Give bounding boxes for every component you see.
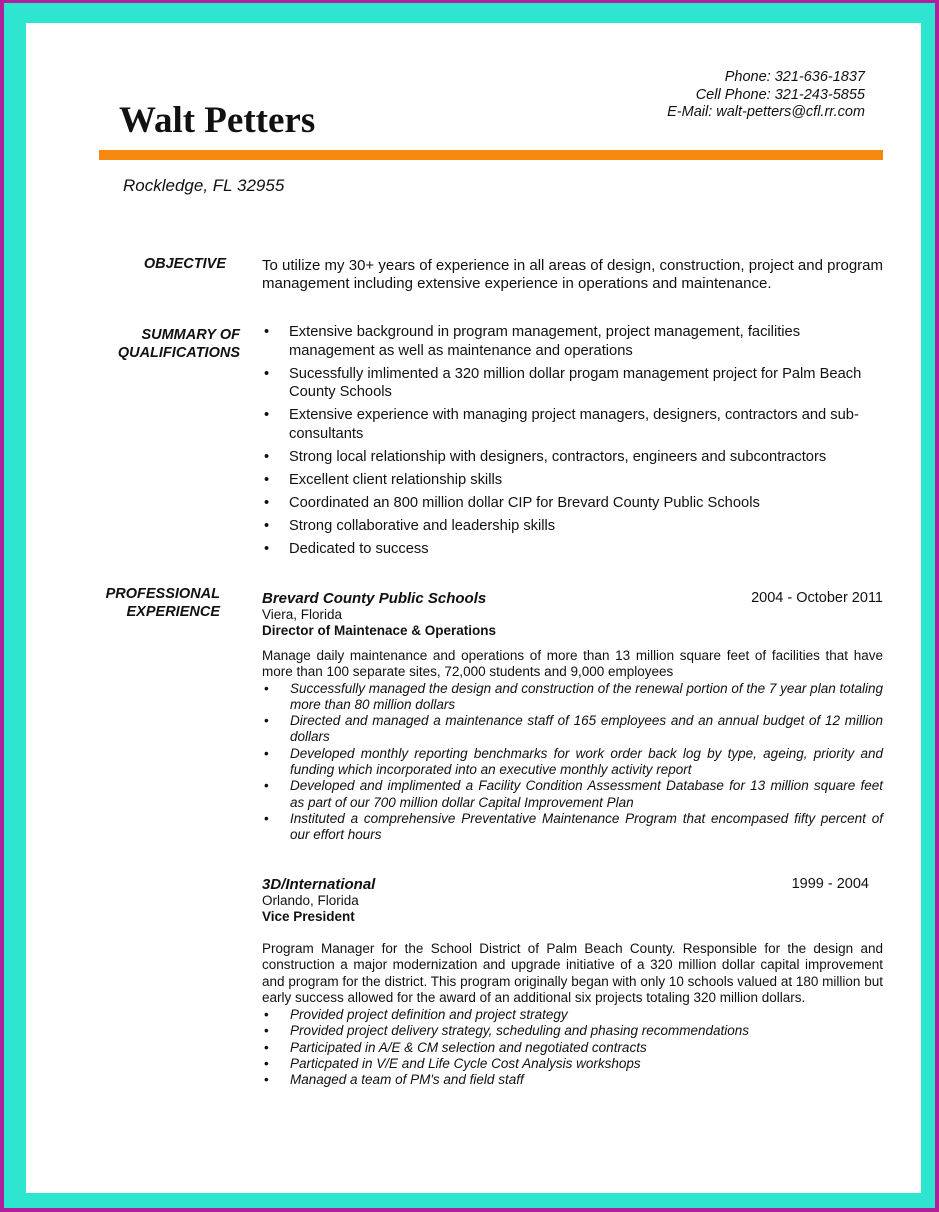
job-company: Brevard County Public Schools [262,590,487,607]
contact-block [667,69,865,122]
objective-text: To utilize my 30+ years of experience in all areas of design, construction, project and program management including extensive experience in operations and maintenance. [262,257,883,292]
list-item: • Developed and implimented a Facility Condition Assessment Database for 13 million square feet as part of our 700 million dollar Capital Improvement Plan [262,778,883,811]
list-item: • Sucessfully imlimented a 320 million dollar progam management project for Palm Beach County Schools [262,365,883,402]
email-line: E-Mail: walt-petters@cfl.rr.com [667,104,865,120]
header-divider [99,150,883,160]
list-item: • Developed monthly reporting benchmarks for work order back log by type, ageing, priority and funding which incorporated into an executive monthly activity report [262,746,883,779]
phone-line: Phone: 321-636-1837 [724,69,865,85]
list-item: • Extensive experience with managing project managers, designers, contractors and sub-consultants [262,406,883,443]
list-item: • Strong collaborative and leadership skills [262,517,883,536]
job-title: Vice President [262,909,355,924]
summary-heading [118,326,240,362]
job-dates: 2004 - October 2011 [751,590,883,606]
experience-heading-line-1: PROFESSIONAL [105,586,220,602]
list-item: • Particpated in V/E and Life Cycle Cost Analysis workshops [262,1056,883,1072]
list-item: • Directed and managed a maintenance staff of 165 employees and an annual budget of 12 million dollars [262,713,883,746]
summary-heading-line-1: SUMMARY OF [141,327,240,343]
list-item: • Successfully managed the design and construction of the renewal portion of the 7 year plan totaling more than 80 million dollars [262,681,883,714]
job-location: Orlando, Florida [262,893,359,908]
list-item: • Provided project definition and project strategy [262,1007,883,1023]
candidate-name: Walt Petters [119,100,316,141]
list-item: • Participated in A/E & CM selection and negotiated contracts [262,1040,883,1056]
job-title: Director of Maintenace & Operations [262,623,497,638]
job-location: Viera, Florida [262,607,343,622]
job-bullets [262,1007,883,1088]
list-item: • Dedicated to success [262,540,883,559]
list-item: • Managed a team of PM's and field staff [262,1072,883,1088]
job-entry-brevard [262,590,883,844]
location: Rockledge, FL 32955 [123,176,285,195]
list-item: • Provided project delivery strategy, scheduling and phasing recommendations [262,1023,883,1039]
qualifications-list [262,323,883,563]
job-dates: 1999 - 2004 [791,876,869,892]
list-item: • Strong local relationship with designers, contractors, engineers and subcontractors [262,448,883,467]
objective-heading: OBJECTIVE [143,256,226,272]
list-item: • Coordinated an 800 million dollar CIP for Brevard County Public Schools [262,494,883,513]
job-company: 3D/International [262,876,376,893]
job-bullets [262,681,883,844]
page-border [4,3,935,1208]
cell-phone-line: Cell Phone: 321-243-5855 [695,86,865,103]
job-description: Program Manager for the School District of Palm Beach County. Responsible for the design and construction a major modernization and upgrade initiative of a 320 million dollar capital improvement and program for the district. This program originally began with only 10 schools valued at 180 million but early success allowed for the award of an additional six projects totaling 320 million dollars. [262,941,883,1005]
list-item: • Extensive background in program management, project management, facilities management as well as maintenance and operations [262,323,883,360]
experience-heading-line-2: EXPERIENCE [126,604,220,620]
list-item: • Excellent client relationship skills [262,471,883,490]
job-entry-3d-international [262,876,883,1089]
job-description: Manage daily maintenance and operations of more than 13 million square feet of facilities that have more than 100 separate sites, 72,000 students and 9,000 employees [262,648,883,680]
experience-heading [106,585,220,621]
summary-heading-line-2: QUALIFICATIONS [117,345,240,361]
resume-page [26,23,921,1193]
list-item: • Instituted a comprehensive Preventative Maintenance Program that encompased fifty percent of our effort hours [262,811,883,844]
